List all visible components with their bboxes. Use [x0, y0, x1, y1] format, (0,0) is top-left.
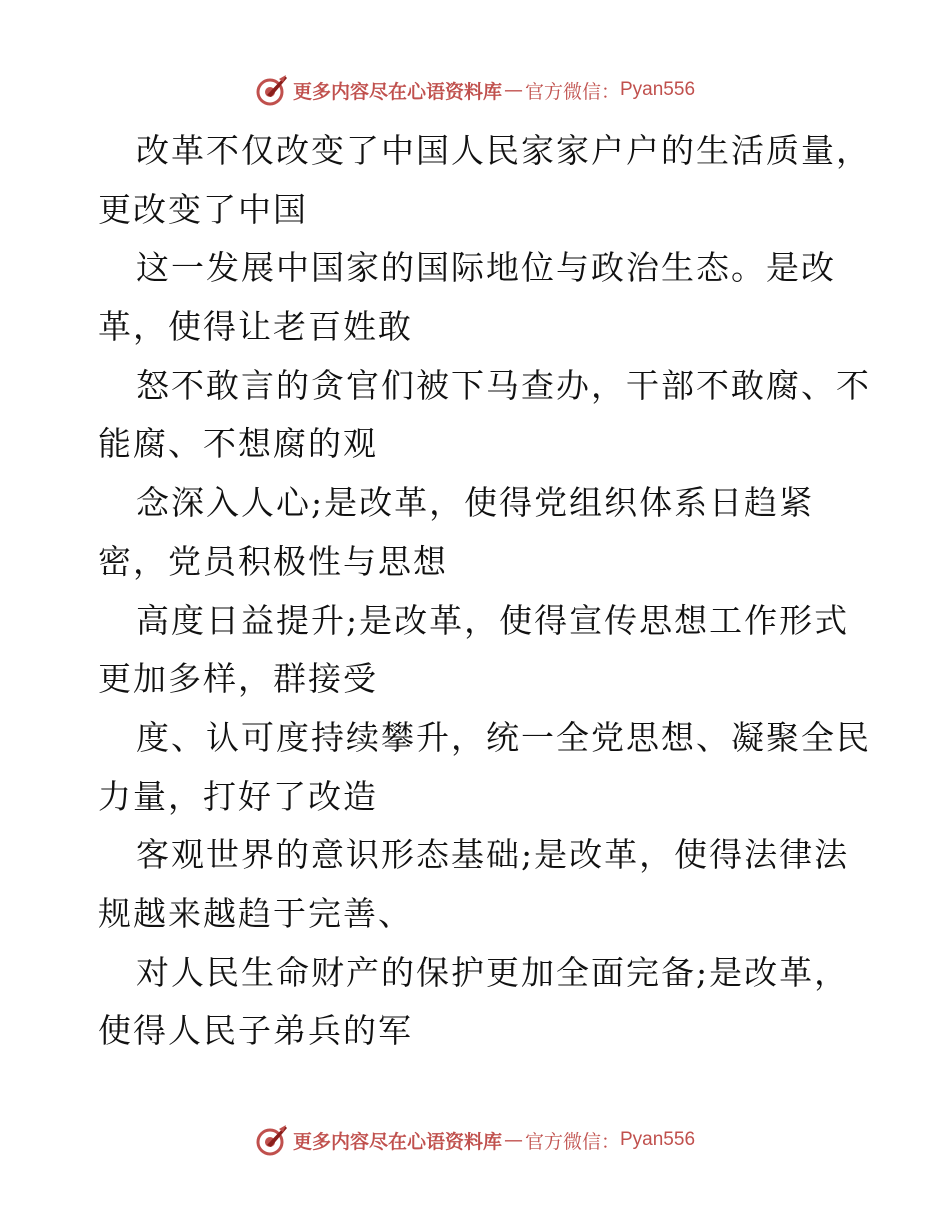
text-line: 更加多样，群接受: [98, 659, 378, 699]
text-line: 高度日益提升;是改革，使得宣传思想工作形式: [136, 600, 850, 640]
header-banner: [0, 70, 950, 110]
banner-wechat-id: Pyan556: [620, 79, 696, 100]
text-line: 力量，打好了改造: [98, 776, 378, 816]
text-line: 改革不仅改变了中国人民家家户户的生活质量，: [136, 131, 871, 170]
text-line: 这一发展中国家的国际地位与政治生态。是改: [136, 248, 836, 288]
text-line: 使得人民子弟兵的军: [98, 1011, 413, 1051]
text-line: 密，党员积极性与思想: [98, 541, 448, 581]
banner-wechat-label: 官方微信：: [524, 1130, 620, 1153]
banner-separator: —: [503, 79, 523, 101]
quill-logo-icon: [255, 1123, 289, 1157]
text-line: 规越来越趋于完善、: [98, 893, 413, 933]
text-line: 对人民生命财产的保护更加全面完备;是改革，: [136, 952, 850, 992]
banner-wechat-label: 官方微信：: [524, 80, 620, 103]
banner-separator: —: [503, 1129, 523, 1151]
footer-banner: [0, 1120, 950, 1160]
banner-brand-text: 更多内容尽在心语资料库: [292, 80, 502, 103]
quill-logo-icon: [255, 73, 289, 107]
banner-wechat-id: Pyan556: [620, 1129, 696, 1150]
document-body: [98, 122, 871, 1061]
text-line: 能腐、不想腐的观: [98, 424, 378, 464]
text-line: 念深入人心;是改革，使得党组织体系日趋紧: [136, 483, 815, 523]
text-line: 更改变了中国: [98, 189, 308, 229]
text-line: 怒不敢言的贪官们被下马查办，干部不敢腐、不: [136, 365, 871, 405]
text-line: 革，使得让老百姓敢: [98, 307, 413, 347]
text-line: 客观世界的意识形态基础;是改革，使得法律法: [136, 835, 850, 875]
banner-brand-text: 更多内容尽在心语资料库: [292, 1130, 502, 1153]
text-line: 度、认可度持续攀升，统一全党思想、凝聚全民: [136, 717, 871, 757]
